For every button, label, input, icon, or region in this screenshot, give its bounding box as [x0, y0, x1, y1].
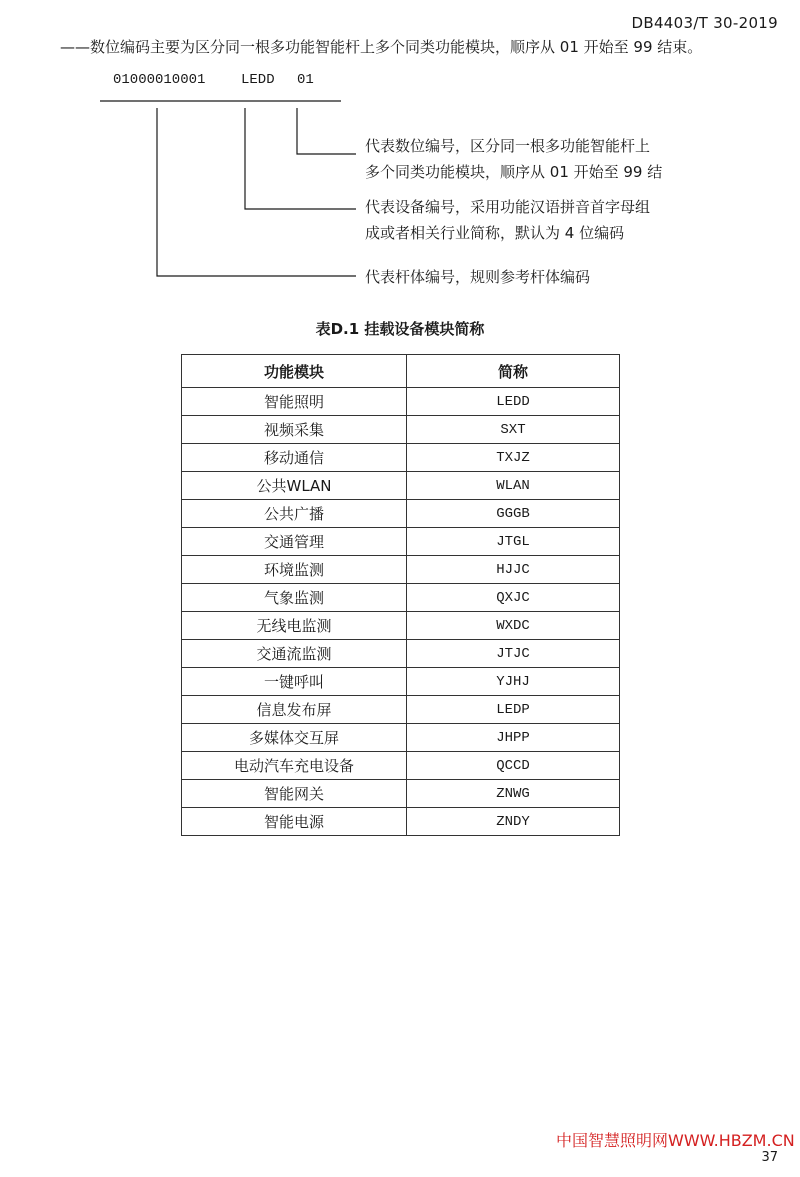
- connector-device: [245, 108, 356, 209]
- table-row: [182, 388, 620, 416]
- module-abbr-cell: JHPP: [407, 724, 620, 752]
- module-abbr-cell: TXJZ: [407, 444, 620, 472]
- table-row: [182, 808, 620, 836]
- module-name-cell: 智能电源: [182, 808, 407, 836]
- module-abbr-cell: ZNDY: [407, 808, 620, 836]
- table-row: [182, 668, 620, 696]
- code-sequence-segment: 01: [297, 72, 314, 88]
- header-abbreviation: 简称: [407, 355, 620, 388]
- desc-device-line2: 成或者相关行业简称，默认为 4 位编码: [365, 224, 625, 242]
- module-name-cell: 智能网关: [182, 780, 407, 808]
- module-name-cell: 一键呼叫: [182, 668, 407, 696]
- module-abbr-cell: LEDP: [407, 696, 620, 724]
- table-row: [182, 640, 620, 668]
- module-abbr-cell: SXT: [407, 416, 620, 444]
- header-module: 功能模块: [182, 355, 407, 388]
- table-row: [182, 444, 620, 472]
- module-name-cell: 无线电监测: [182, 612, 407, 640]
- module-abbr-cell: JTJC: [407, 640, 620, 668]
- document-id: DB4403/T 30-2019: [631, 14, 778, 32]
- module-name-cell: 电动汽车充电设备: [182, 752, 407, 780]
- module-abbr-cell: LEDD: [407, 388, 620, 416]
- desc-pole: 代表杆体编号，规则参考杆体编码: [365, 268, 591, 286]
- module-abbr-cell: WLAN: [407, 472, 620, 500]
- module-name-cell: 视频采集: [182, 416, 407, 444]
- table-row: [182, 556, 620, 584]
- intro-paragraph: ——数位编码主要为区分同一根多功能智能杆上多个同类功能模块，顺序从 01 开始至 99 结束。: [60, 38, 703, 56]
- module-name-cell: 移动通信: [182, 444, 407, 472]
- module-abbreviation-table: [181, 354, 620, 836]
- table-row: [182, 528, 620, 556]
- table-row: [182, 612, 620, 640]
- table-row: [182, 584, 620, 612]
- module-name-cell: 公共WLAN: [182, 472, 407, 500]
- table-row: [182, 724, 620, 752]
- table-row: [182, 472, 620, 500]
- table-caption: 表D.1 挂载设备模块简称: [315, 320, 485, 338]
- module-abbr-cell: JTGL: [407, 528, 620, 556]
- connector-sequence: [297, 108, 356, 154]
- desc-device-line1: 代表设备编号，采用功能汉语拼音首字母组: [365, 198, 651, 216]
- table-row: [182, 780, 620, 808]
- module-abbr-cell: YJHJ: [407, 668, 620, 696]
- connector-pole: [157, 108, 356, 276]
- module-abbr-cell: GGGB: [407, 500, 620, 528]
- site-watermark: 中国智慧照明网WWW.HBZM.CN: [556, 1131, 795, 1150]
- module-name-cell: 多媒体交互屏: [182, 724, 407, 752]
- code-pole-segment: 01000010001: [113, 72, 206, 88]
- module-abbr-cell: WXDC: [407, 612, 620, 640]
- module-name-cell: 交通流监测: [182, 640, 407, 668]
- module-name-cell: 环境监测: [182, 556, 407, 584]
- table-row: [182, 696, 620, 724]
- desc-sequence-line1: 代表数位编号，区分同一根多功能智能杆上: [365, 137, 651, 155]
- module-name-cell: 公共广播: [182, 500, 407, 528]
- code-device-segment: LEDD: [241, 72, 275, 88]
- table-row: [182, 416, 620, 444]
- module-name-cell: 智能照明: [182, 388, 407, 416]
- desc-sequence-line2: 多个同类功能模块，顺序从 01 开始至 99 结: [365, 163, 663, 181]
- table-row: [182, 752, 620, 780]
- table-row: [182, 500, 620, 528]
- table-header-row: [182, 355, 620, 388]
- module-abbr-cell: HJJC: [407, 556, 620, 584]
- module-name-cell: 气象监测: [182, 584, 407, 612]
- page-number: 37: [761, 1150, 778, 1165]
- module-abbr-cell: QXJC: [407, 584, 620, 612]
- module-abbr-cell: ZNWG: [407, 780, 620, 808]
- module-abbr-cell: QCCD: [407, 752, 620, 780]
- module-name-cell: 信息发布屏: [182, 696, 407, 724]
- module-name-cell: 交通管理: [182, 528, 407, 556]
